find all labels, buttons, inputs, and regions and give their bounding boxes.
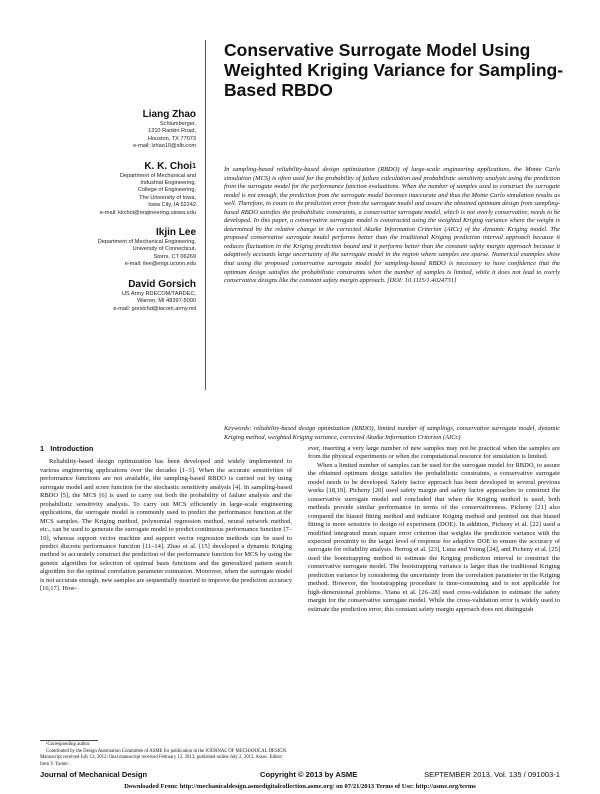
author-email: e-mail: gorsichd@tacom.army.mil (113, 305, 196, 312)
body-paragraph: When a limited number of samples can be used for the surrogate model for RBDO, to assure the obtained optimum design satisfies the probabilistic constraints, a conservative surrogate model needs to be developed. Safety factor approach has been developed in several previous works [18,19]. Picheny [20] used safety margin and safety factor approaches to construct the conservative surrogate model and concluded that when the Kriging method is used, both methods provide similar performance in terms of the conservativeness. Picheny [21] also compared the biased fitting method and indicator Kriging method and pointed out that biased fitting is more sensitive to design of experiment (DOE). In addition, Picheny et al. [22] used a modified integrated mean square error criterion that weights the prediction variance with the expected proximity to the target level of response for adaptive DOE to ensure the accuracy of surrogate for reliability analysis. Hertog et al. [23], Luna and Young [24], and Picheny et al. [25] used the bootstrapping method to estimate the Kriging prediction interval to construct the conservative surrogate model. The bootstrapping variance is larger than the traditional Kriging prediction variance by considering the uncertainty from the correlation parameter in the Kriging method. However, the bootstrapping procedure is time-consuming and is not applicable for high-dimensional problems. Viana et al. [26–28] used cross-validation to estimate the safety margin for the conservative surrogate model. While the cross-validation error is widely used to estimate the prediction error, this constant safety margin approach does not distinguish (308, 461, 560, 613)
footer-copyright: Copyright © 2013 by ASME (260, 770, 358, 779)
author-affiliation: College of Engineering, (137, 187, 196, 194)
author-entry (40, 278, 196, 313)
author-city: Warren, MI 48397-5000 (137, 298, 196, 305)
author-affiliation: University of Connecticut, (132, 246, 196, 253)
author-email: e-mail: lzhao10@slb.com (133, 143, 196, 150)
author-address: 1310 Rankin Road, (148, 128, 196, 135)
body-paragraph: ever, inserting a very large number of new samples may not be practical when the samples are from the physical experiments or when the computational resource for simulation is limited. (308, 445, 560, 461)
author-affiliation: The University of Iowa, (139, 194, 196, 201)
body-column-right (308, 445, 560, 614)
footer-journal: Journal of Mechanical Design (40, 770, 148, 779)
vertical-divider (205, 40, 206, 390)
keywords: Keywords: reliability-based design optimization (RBDO), limited number of samplings, conservative surrogate model, dynamic Kriging method, weighted Kriging variance, corrected Akaike Information Criterion (AICc) (224, 425, 560, 441)
footnote: Contributed by the Design Automation Committee of ASME for publication in the JOURNAL OF MECHANICAL DESIGN. Manuscript received July 12, 2012; final manuscript received February 12, 2013; published online July 2, 2013. Assoc. Editor: Irem Y. Tumer. (40, 748, 288, 767)
author-affiliation: US Army RDECOM/TARDEC, (121, 290, 196, 297)
author-name: K. K. Choi$^1$ (144, 160, 196, 172)
author-email: e-mail: ilee@engr.uconn.edu (124, 261, 196, 268)
author-entry (40, 160, 196, 217)
footnote: ¹Corresponding author. (46, 742, 91, 747)
abstract: In sampling-based reliability-based design optimization (RBDO) of large-scale engineering applications, the Monte Carlo simulation (MCS) is often used for the probability of failure calculation and probabilistic sensitivity analysis using the prediction from the surrogate model for the performance function evaluations. When the number of samples used to construct the surrogate model is not enough, the prediction from the surrogate model becomes inaccurate and thus the Monte Carlo simulation results as well. Therefore, to count in the prediction error from the surrogate model and assure the obtained optimum design from sampling-based RBDO satisfies the probabilistic constraints, a conservative surrogate model, which is not overly conservative, needs to be developed. In this paper, a conservative surrogate model is constructed using the weighted Kriging variance where the weight is determined by the relative change in the corrected Akaike Information Criterion (AICc) of the dynamic Kriging model. The proposed conservative surrogate model performs better than the traditional Kriging prediction interval approach because it reduces fluctuation in the Kriging prediction bound and it performs better than the constant safety margin approach because it adaptively accounts large uncertainty of the surrogate model in the region where samples are sparse. Numerical examples show that using the proposed conservative surrogate model for sampling-based RBDO is necessary to have confidence that the optimum design satisfies the probabilistic constraints when the number of samples is limited, while it does not lead to overly conservative designs like the constant safety margin approach. [DOI: 10.1115/1.4024731] (224, 166, 560, 285)
author-entry (40, 226, 196, 269)
author-city: Houston, TX 77073 (147, 135, 196, 142)
author-affiliation: Department of Mechanical and (119, 172, 196, 179)
author-affiliation: Schlumberger, (159, 121, 196, 127)
author-name: David Gorsich (128, 278, 196, 290)
author-affiliation: Department of Mechanical Engineering, (97, 239, 196, 246)
author-city: Iowa City, IA 52242 (148, 202, 196, 209)
author-block (40, 108, 196, 322)
author-name: Liang Zhao (142, 109, 196, 120)
section-heading: 1 Introduction (40, 444, 94, 453)
footer-issue: SEPTEMBER 2013, Vol. 135 / 091003-1 (424, 770, 560, 779)
download-notice: Downloaded From: http://mechanicaldesign.asmedigitalcollection.asme.org/ on 07/21/2013 Terms of Use: http://asme.org/terms (124, 783, 476, 790)
body-column-left (40, 445, 292, 594)
footnotes (40, 742, 292, 768)
author-email: e-mail: kkchoi@engineering.uiowa.edu (99, 209, 196, 216)
author-entry (40, 108, 196, 151)
author-name: Ikjin Lee (155, 227, 196, 239)
body-paragraph: Reliability-based design optimization has been developed and widely implemented to various engineering applications over the decades [1–3]. When the accurate sensitivities of performance functions are not available, the sampling-based RBDO is carried out by using surrogate model and score function for the stochastic sensitivity analysis [4]. In sampling-based RBDO [5], the MCS [6] is used to carry out both the probability of failure analysis and the probabilistic sensitivity analysis. To carry out MCS efficiently in large-scale engineering applications, the surrogate model is commonly used to predict the performance function at the MCS samples. The Kriging method, polynomial regression method, neural network method, etc., can be used to generate the surrogate model to predict continuous performance function [7–10], whereas support vector machine and support vector regression methods can be used to predict discrete performance function [11–14]. Zhao et al. [15] developed a dynamic Kriging method to accurately construct the prediction of the performance function for MCS by using the genetic algorithm for selection of optimal basis functions and the generalized pattern search algorithm for the optimal correlation parameter estimation. Moreover, when the surrogate model is not accurate enough, new samples are sequentially inserted to improve the prediction accuracy [16,17]. How- (40, 458, 292, 593)
author-city: Storrs, CT 06269 (153, 253, 196, 260)
author-affiliation: Industrial Engineering, (140, 180, 196, 187)
footnote-rule (40, 740, 98, 741)
paper-title: Conservative Surrogate Model Using Weighted Kriging Variance for Sampling-Based RBDO (224, 40, 564, 100)
